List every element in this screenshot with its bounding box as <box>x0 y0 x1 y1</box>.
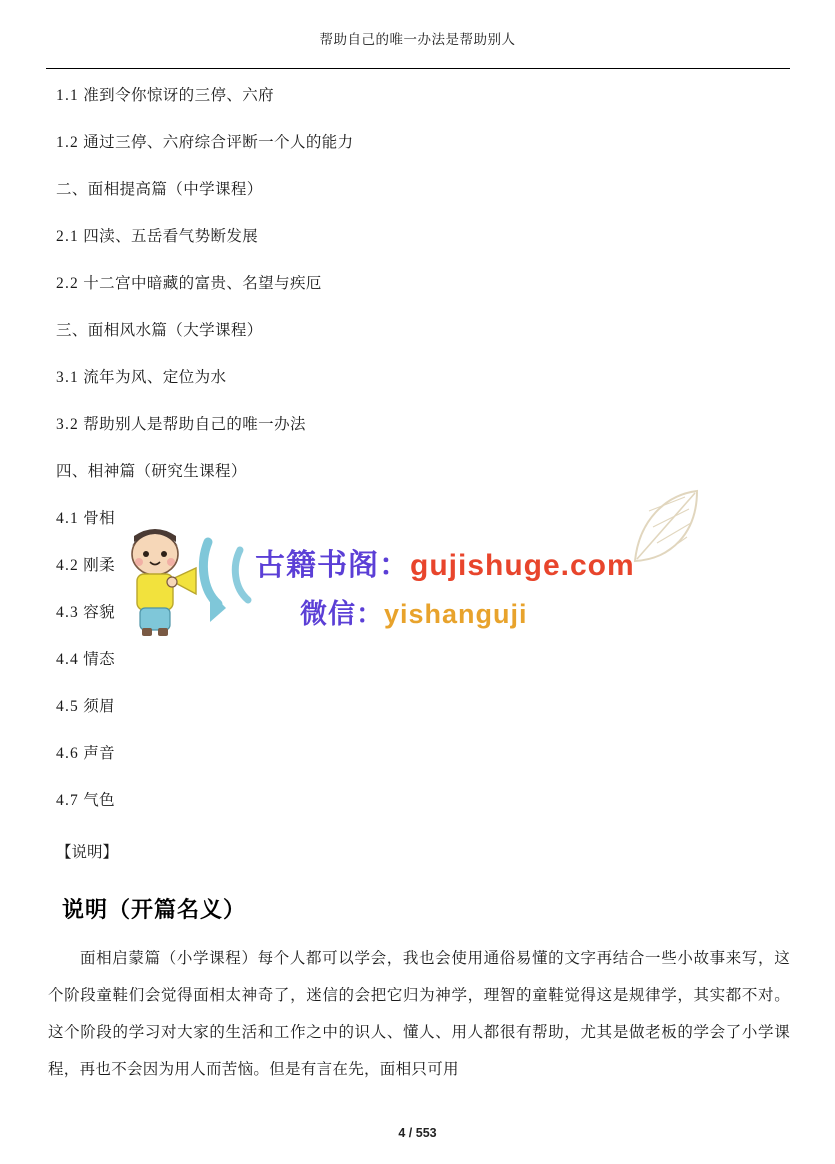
toc-entry-label: 情态 <box>83 651 116 668</box>
toc-entry-label: 四渎、五岳看气势断发展 <box>83 228 259 245</box>
toc-entry-label: 准到令你惊讶的三停、六府 <box>83 87 275 104</box>
page-number: 4 / 553 <box>398 1126 437 1140</box>
toc-entry-label: 通过三停、六府综合评断一个人的能力 <box>83 134 354 151</box>
toc-entry <box>56 650 756 670</box>
toc-entry <box>56 86 756 106</box>
toc-entry-label: 三、面相风水篇（大学课程） <box>56 322 263 339</box>
toc-entry-number: 2.2 <box>56 275 79 292</box>
watermark-wechat-label: 微信： <box>300 599 384 629</box>
toc-entry <box>56 368 756 388</box>
toc-entry-number: 4.3 <box>56 604 79 621</box>
toc-entry-number: 3.1 <box>56 369 79 386</box>
toc-entry-number: 3.2 <box>56 416 79 433</box>
toc-entry-number: 4.4 <box>56 651 79 668</box>
toc-entry-number: 1.2 <box>56 134 79 151</box>
toc-entry <box>56 697 756 717</box>
toc-entry-label: 帮助别人是帮助自己的唯一办法 <box>83 416 306 433</box>
toc-entry <box>56 133 756 153</box>
watermark-brand-url: gujishuge.com <box>410 549 635 582</box>
toc-entry-number: 4.7 <box>56 792 79 809</box>
toc-entry-label: 气色 <box>83 792 116 809</box>
table-of-contents <box>56 86 756 838</box>
toc-entry <box>56 180 756 200</box>
toc-entry-label: 须眉 <box>83 698 116 715</box>
toc-entry-number: 1.1 <box>56 87 79 104</box>
toc-entry-number: 4.1 <box>56 510 79 527</box>
toc-entry-number: 4.2 <box>56 557 79 574</box>
header-divider <box>46 68 790 69</box>
toc-entry <box>56 744 756 764</box>
toc-entry <box>56 415 756 435</box>
watermark-brand-cn: 古籍书阁： <box>255 549 410 582</box>
watermark-wechat-id: yishanguji <box>384 599 528 629</box>
toc-entry-label: 二、面相提高篇（中学课程） <box>56 181 263 198</box>
toc-entry-number: 4.5 <box>56 698 79 715</box>
toc-entry-label: 十二宫中暗藏的富贵、名望与疾厄 <box>83 275 322 292</box>
body-paragraph: 面相启蒙篇（小学课程）每个人都可以学会，我也会使用通俗易懂的文字再结合一些小故事来写，这个阶段童鞋们会觉得面相太神奇了，迷信的会把它归为神学，理智的童鞋觉得这是规律学，其实都不对。这个阶段的学习对大家的生活和工作之中的识人、懂人、用人都很有帮助，尤其是做老板的学会了小学课程，再也不会因为用人而苦恼。但是有言在先，面相只可用 <box>48 950 790 1078</box>
toc-entry-number: 2.1 <box>56 228 79 245</box>
toc-entry-number: 4.6 <box>56 745 79 762</box>
toc-entry <box>56 603 756 623</box>
toc-entry-label: 刚柔 <box>83 557 116 574</box>
note-label: 【说明】 <box>56 844 119 861</box>
page-header: 帮助自己的唯一办法是帮助别人 <box>319 32 516 47</box>
toc-entry-label: 容貌 <box>83 604 116 621</box>
toc-entry <box>56 462 756 482</box>
toc-entry <box>56 509 756 529</box>
toc-entry <box>56 274 756 294</box>
section-title: 说明（开篇名义） <box>62 897 247 922</box>
toc-entry <box>56 791 756 811</box>
toc-entry-label: 声音 <box>83 745 116 762</box>
toc-entry-label: 流年为风、定位为水 <box>83 369 227 386</box>
toc-entry-label: 四、相神篇（研究生课程） <box>56 463 247 480</box>
toc-entry-label: 骨相 <box>83 510 116 527</box>
toc-entry <box>56 556 756 576</box>
toc-entry <box>56 321 756 341</box>
toc-entry <box>56 227 756 247</box>
